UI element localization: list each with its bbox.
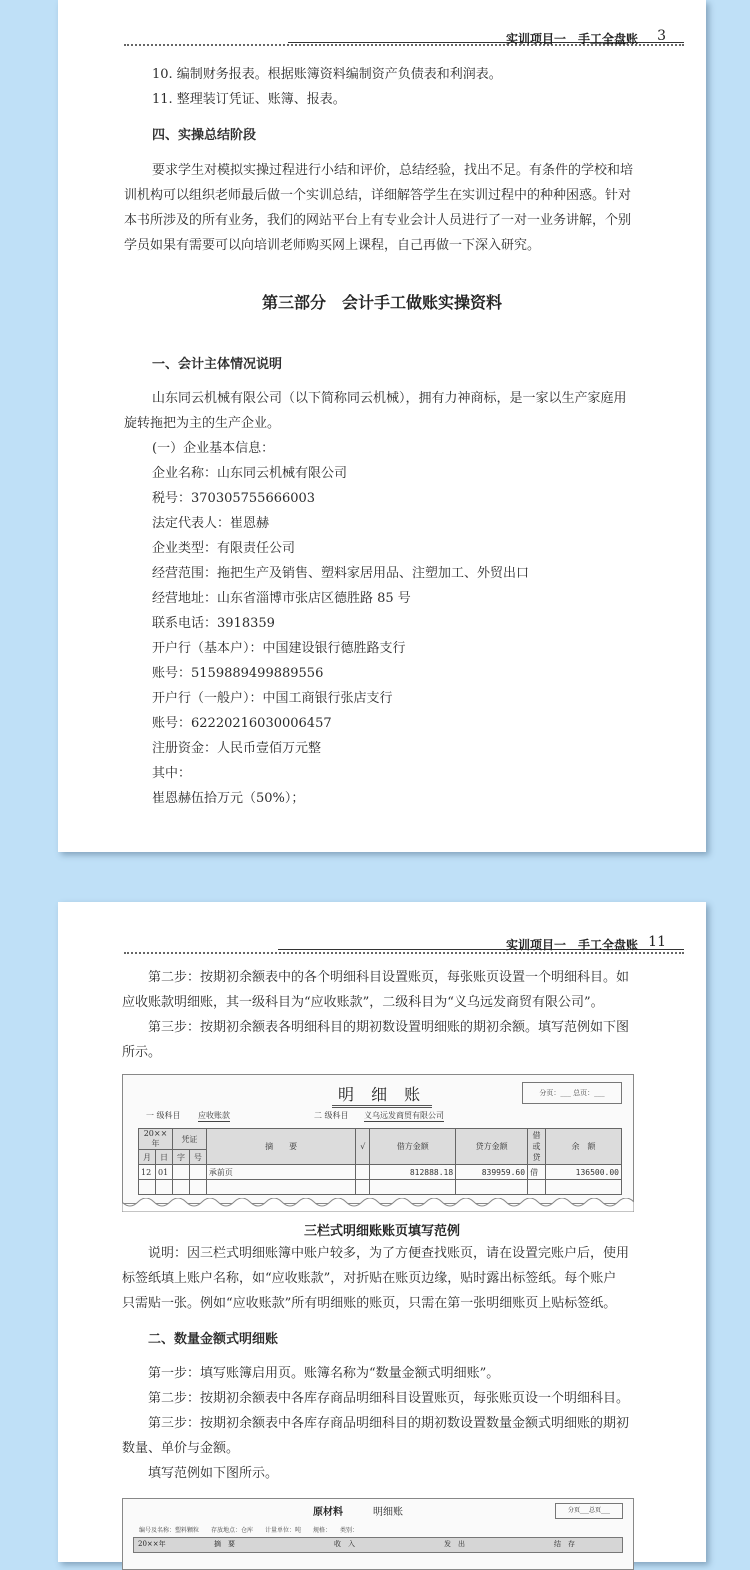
ledger2-subtitle: 明细账 [373,1507,403,1518]
paragraph-line: 学员如果有需要可以向培训老师购买网上课程，自己再做一下深入研究。 [124,238,541,253]
month-header: 月 [139,1150,156,1165]
info-line: 崔恩赫伍拾万元（50%）； [152,791,305,806]
cell-summary: 承前页 [206,1165,355,1180]
paragraph-line: 训机构可以组织老师最后做一个实训总结，详细解答学生在实训过程中的种种困惑。针对 [124,188,632,203]
ledger2-income-header: 收 入 [334,1540,355,1548]
ledger-header-row [139,1129,622,1150]
cell-check [356,1165,370,1180]
credit-header: 贷方金额 [456,1129,528,1165]
header-title: 实训项目一 手工全盘账 [505,32,638,46]
page-number: 11 [648,934,666,950]
cell-voucher-type [172,1165,189,1180]
paragraph-line: 山东同云机械有限公司（以下简称同云机械），拥有力神商标，是一家以生产家庭用 [152,391,627,406]
paragraph-line: 要求学生对模拟实操过程进行小结和评价，总结经验，找出不足。有条件的学校和培 [152,163,634,178]
page-number: 3 [657,28,666,44]
level2-value: 义乌远发商贸有限公司 [364,1111,444,1120]
paragraph-line: 数量、单价与金额。 [122,1441,240,1456]
ledger2-out-header: 发 出 [444,1540,465,1548]
summary-header: 摘 要 [206,1129,355,1165]
ledger2-page-box: 分页___总页___ [555,1503,623,1519]
paragraph-line: 第二步：按期初余额表中的各个明细科目设置账页，每张账页设置一个明细科目。如 [148,970,630,985]
voucher-no-header: 号 [189,1150,206,1165]
info-line: 开户行（一般户）：中国工商银行张店支行 [152,691,393,706]
check-header: √ [356,1129,370,1165]
cell-month: 12 [139,1165,156,1180]
voucher-type-header: 字 [172,1150,189,1165]
ledger2-title: 原材料 [313,1507,343,1518]
cell-debit: 812888.18 [370,1165,456,1180]
running-header [58,0,706,46]
day-header: 日 [155,1150,172,1165]
paragraph-line: 第一步：填写账簿启用页。账簿名称为“数量金额式明细账”。 [148,1366,500,1381]
info-line: 账号：62220216030006457 [152,716,332,731]
paragraph-line: 填写范例如下图所示。 [148,1466,279,1481]
table-row [139,1165,622,1180]
paragraph-line: 旋转拖把为主的生产企业。 [124,416,281,431]
paragraph-line: 第三步：按期初余额表各明细科目的期初数设置明细账的期初余额。填写范例如下图 [148,1020,630,1035]
info-line: 账号：5159889499889556 [152,666,324,681]
cell-credit: 839959.60 [456,1165,528,1180]
info-line: 法定代表人：崔恩赫 [152,516,270,531]
cell-voucher-no [189,1165,206,1180]
level1-label: 一 级科目 [146,1111,181,1120]
paragraph-line: 第三步：按期初余额表中各库存商品明细科目的期初数设置数量金额式明细账的期初 [148,1416,630,1431]
cell-balance: 136500.00 [546,1165,622,1180]
paragraph-line: 只需贴一张。例如“应收账款”所有明细账的账页，只需在第一张明细账页上贴标签纸。 [122,1296,617,1311]
balance-header: 余 额 [546,1129,622,1165]
debit-header: 借方金额 [370,1129,456,1165]
cell-dc: 借 [528,1165,546,1180]
paragraph-line: 标签纸填上账户名称，如“应收账款”，对折贴在账页边缘，贴时露出标签纸。每个账户 [122,1271,617,1286]
ledger2-year-header: 20××年 [138,1540,166,1548]
ledger-title: 明 细 账 [332,1082,432,1108]
info-line: 企业名称：山东同云机械有限公司 [152,466,348,481]
cell-day: 01 [155,1165,172,1180]
info-line: 税号：370305755666003 [152,491,316,506]
torn-edge [122,1198,634,1212]
voucher-header: 凭证 [172,1129,206,1150]
page-11 [58,902,706,1562]
section-heading: 二、数量金额式明细账 [148,1332,279,1347]
info-line: 其中： [152,766,192,781]
part-title: 第三部分 会计手工做账实操资料 [261,293,502,312]
info-line: 经营范围：拖把生产及销售、塑料家居用品、注塑加工、外贸出口 [152,566,530,581]
running-header [58,902,706,952]
ledger2-meta: 编号及名称：塑料颗粒 存放地点：仓库 计量单位：吨 规格： 类别： [139,1527,359,1534]
dc-header: 借或贷 [528,1129,546,1165]
year-header: 20××年 [139,1129,173,1150]
quantity-ledger-figure [122,1498,634,1570]
paragraph-line: 第二步：按期初余额表中各库存商品明细科目设置账页，每张账页设一个明细科目。 [148,1391,630,1406]
paragraph-line: 本书所涉及的所有业务，我们的网站平台上有专业会计人员进行了一对一业务讲解，个别 [124,213,632,228]
paragraph-line: 应收账款明细账，其一级科目为“应收账款”，二级科目为“义乌远发商贸有限公司”。 [122,995,604,1010]
list-item: 11. 整理装订凭证、账簿、报表。 [152,92,346,107]
paragraph-line: 说明：因三栏式明细账簿中账户较多，为了方便查找账页，请在设置完账户后，使用 [148,1246,630,1261]
ledger2-summary-header: 摘 要 [214,1540,235,1548]
ledger-figure [122,1074,632,1212]
info-line: 企业类型：有限责任公司 [152,541,296,556]
ledger-page-box: 分页：___ 总页：___ [522,1082,622,1104]
paragraph-line: 所示。 [122,1045,162,1060]
ledger-table [138,1128,622,1195]
info-line: 联系电话：3918359 [152,616,275,631]
table-row [139,1180,622,1195]
page-3 [58,0,706,852]
header-title: 实训项目一 手工全盘账 [505,938,638,952]
info-line: (一）企业基本信息： [152,441,275,456]
ledger2-header-row [133,1537,623,1553]
info-line: 经营地址：山东省淄博市张店区德胜路 85 号 [152,591,411,606]
section-heading: 一、会计主体情况说明 [152,357,283,372]
level2-label: 二 级科目 [314,1111,349,1120]
info-line: 注册资金：人民币壹佰万元整 [152,741,322,756]
ledger2-balance-header: 结 存 [554,1540,575,1548]
info-line: 开户行（基本户）：中国建设银行德胜路支行 [152,641,406,656]
section-heading: 四、实操总结阶段 [152,128,257,143]
list-item: 10. 编制财务报表。根据账簿资料编制资产负债表和利润表。 [152,67,502,82]
level1-value: 应收账款 [198,1111,230,1120]
figure-caption: 三栏式明细账账页填写范例 [303,1224,460,1239]
